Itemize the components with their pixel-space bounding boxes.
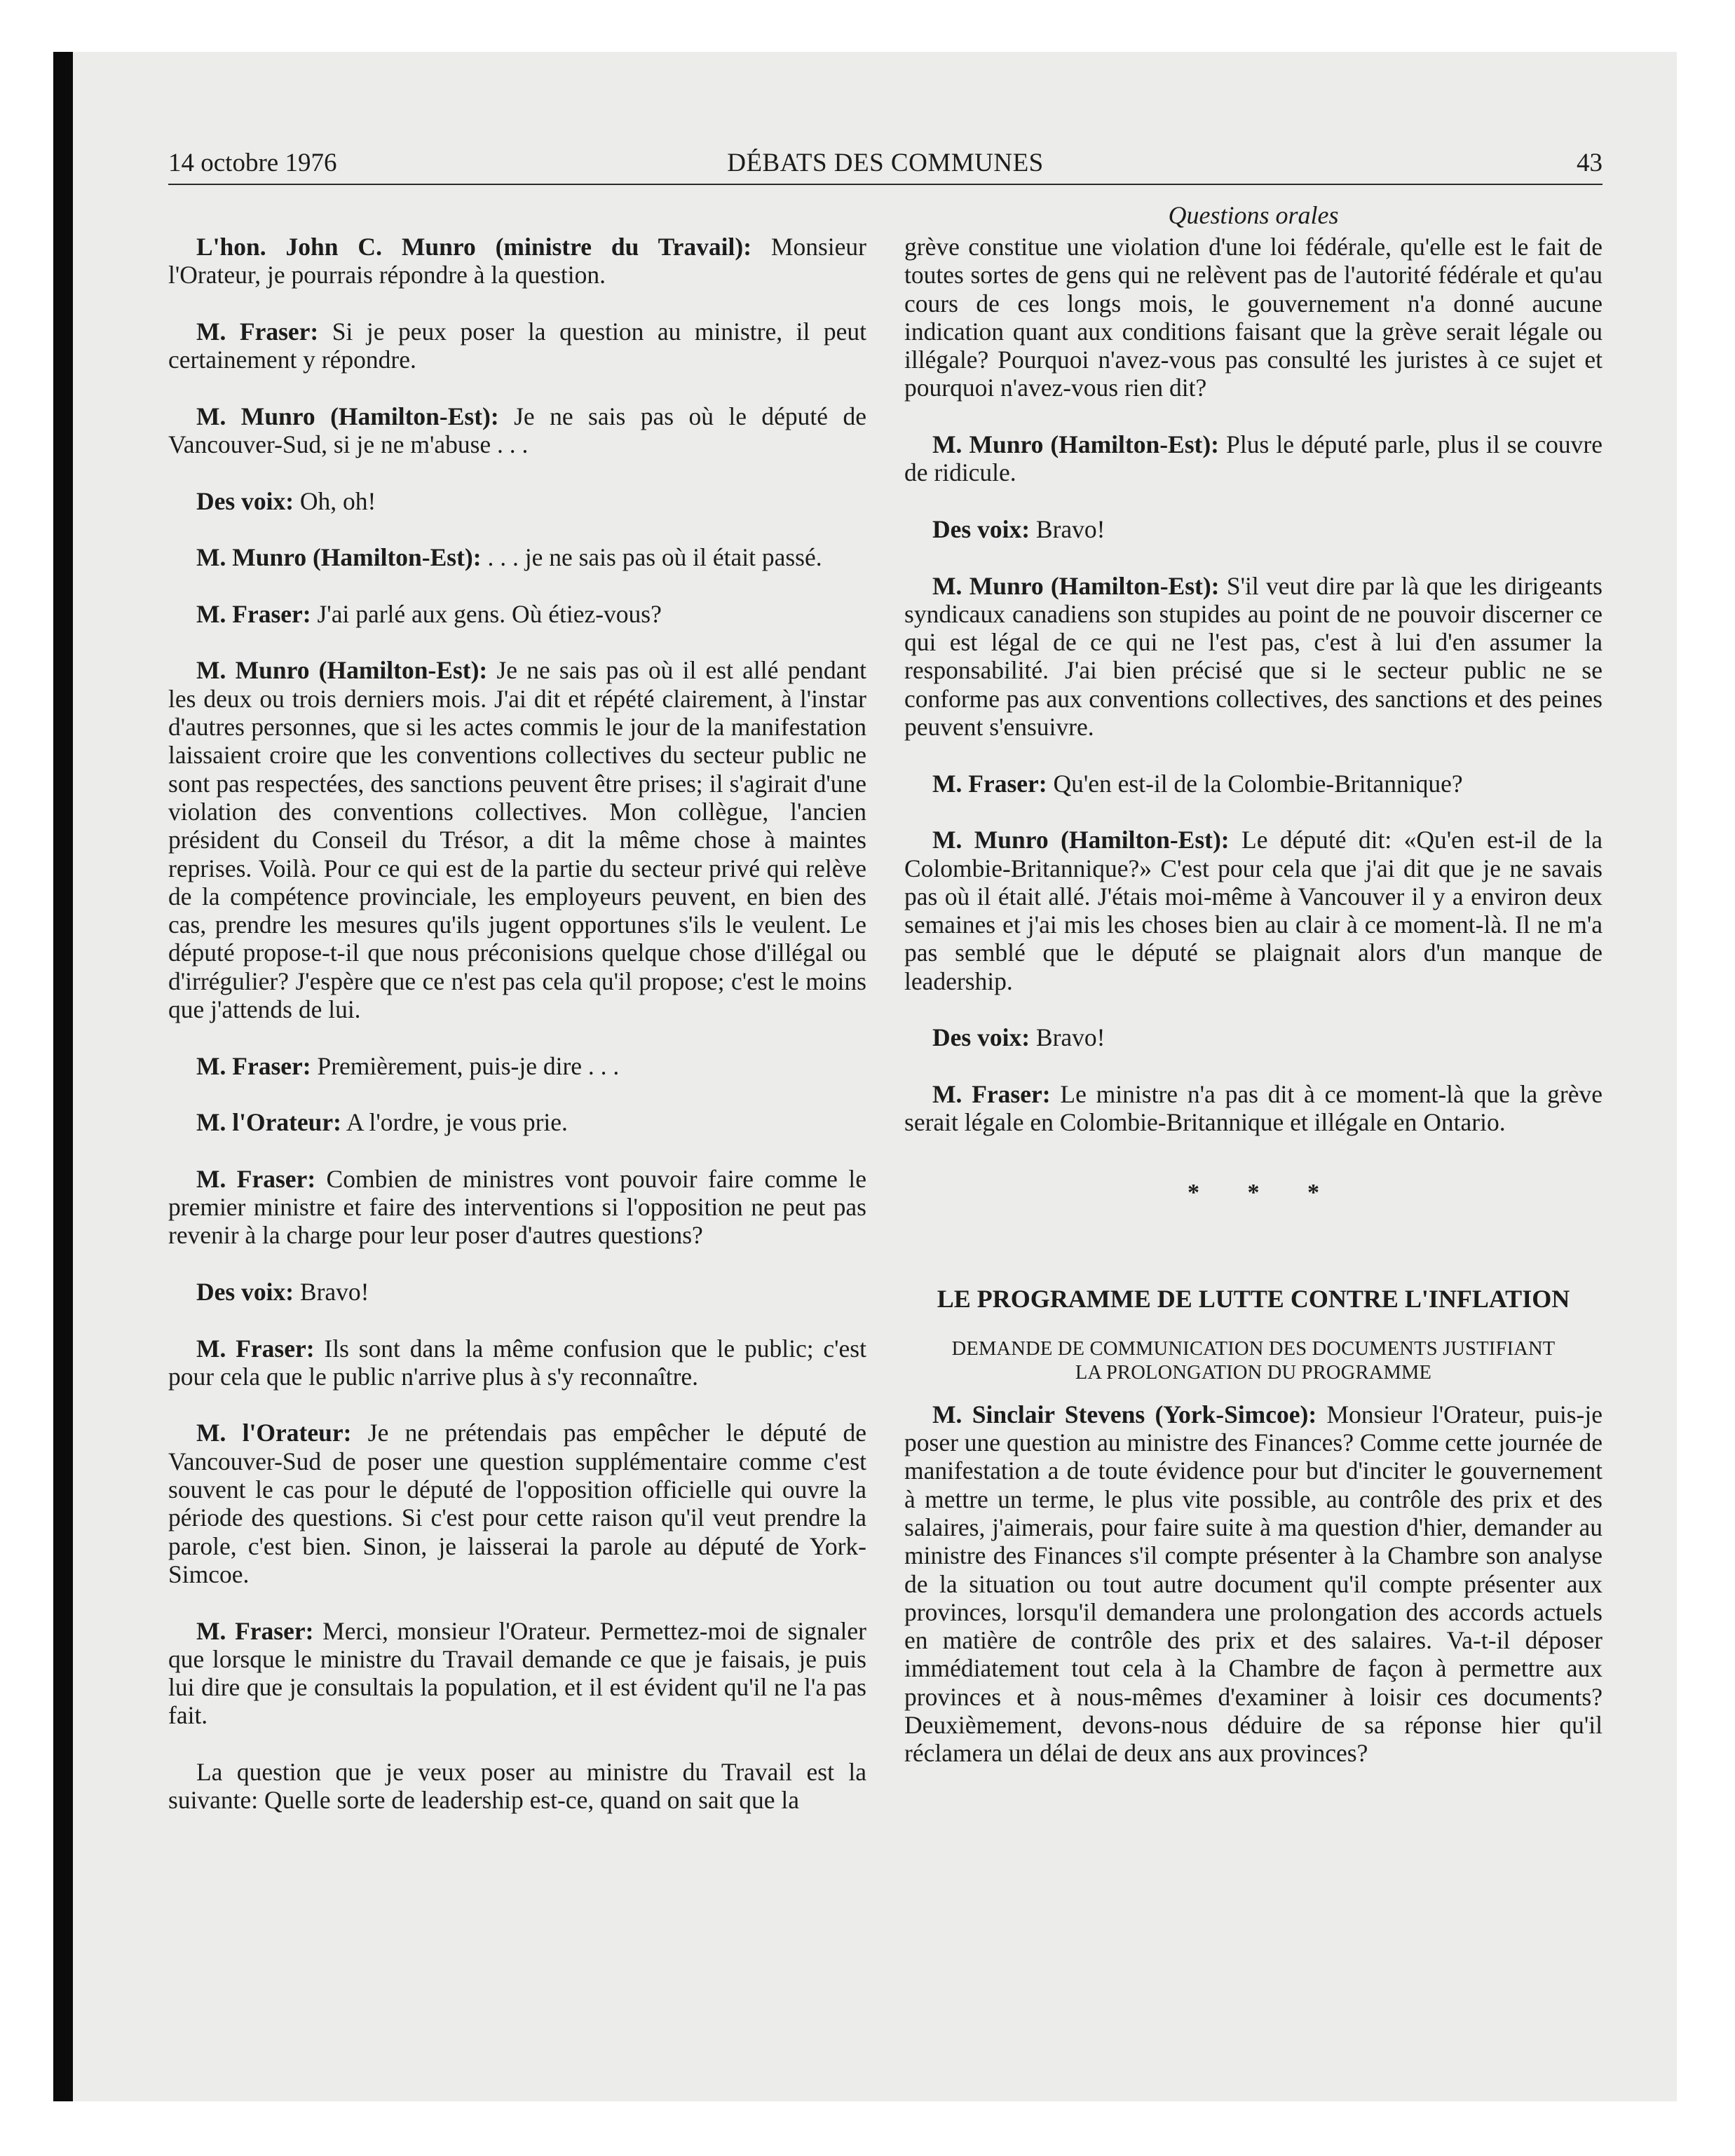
speech-paragraph	[904, 430, 1603, 487]
subtitle-line: LA PROLONGATION DU PROGRAMME	[1075, 1361, 1432, 1384]
running-head: Questions orales	[1168, 201, 1339, 229]
speech-text: Premièrement, puis-je dire . . .	[311, 1051, 620, 1080]
left-column	[168, 233, 866, 1843]
speech-text: Oh, oh!	[294, 486, 376, 515]
speech-paragraph	[904, 826, 1603, 995]
speech-paragraph	[168, 1165, 866, 1250]
speaker: Des voix:	[196, 1277, 294, 1306]
page-number: 43	[1577, 149, 1603, 177]
speech-paragraph	[904, 515, 1603, 543]
speaker: M. Fraser:	[196, 1616, 314, 1645]
speech-paragraph	[168, 543, 866, 571]
speaker: M. Fraser:	[932, 769, 1047, 798]
speech-paragraph	[168, 1108, 866, 1136]
speech-paragraph	[168, 1419, 866, 1588]
speech-text: Le député dit: «Qu'en est-il de la Colombie-Britannique?» C'est pour cela que j'ai dit que je ne savais pas où il était allé. J'étais moi-même à Vancouver il y a environ deux semaines et j'ai mis les choses bien au clair à ce moment-là. Il ne m'a pas semblé que le député se plaignait alors d'un manque de leadership.	[904, 826, 1603, 995]
speech-text: Monsieur l'Orateur, je pourrais répondre à la question.	[168, 233, 866, 289]
speaker: M. Fraser:	[196, 1164, 316, 1193]
speech-paragraph	[904, 1080, 1603, 1137]
speech-paragraph	[904, 1023, 1603, 1051]
speech-paragraph	[904, 1400, 1603, 1768]
speech-text: Monsieur l'Orateur, puis-je poser une question au ministre des Finances? Comme cette journée de manifestation a de toute évidence pour but d'inciter le gouvernement à mettre un terme, le plus vite possible, au contrôle des prix et des salaires, j'aimerais, pour faire suite à ma question d'hier, demander au ministre des Finances s'il compte présenter à la Chambre son analyse de la situation ou tout autre document qu'il compte présenter aux provinces, lorsqu'il demandera une prolongation des accords actuels en matière de contrôle des prix et des salaires. Va-t-il déposer immédiatement tout cela à la Chambre de façon à permettre aux provinces et à nous-mêmes d'examiner à loisir ces documents? Deuxièmement, devons-nous déduire de sa réponse hier qu'il réclamera un délai de deux ans aux provinces?	[904, 1400, 1603, 1768]
speech-text: Je ne prétendais pas empêcher le député de Vancouver-Sud de poser une question supplémentaire comme c'est souvent le cas pour le député de l'opposition officielle qui ouvre la période des questions. Si c'est pour cette raison qu'il veut prendre la parole, c'est bien. Sinon, je laisserai la parole au député de York-Simcoe.	[168, 1419, 866, 1588]
speech-text: Ils sont dans la même confusion que le public; c'est pour cela que le public n'arrive plus à s'y reconnaître.	[168, 1334, 866, 1391]
speech-text: Je ne sais pas où il est allé pendant les deux ou trois derniers mois. J'ai dit et répété clairement, à l'instar d'autres personnes, que si les actes commis le jour de la manifestation laissaient croire que les conventions collectives du secteur public ne sont pas respectées, des sanctions peuvent être prises; il s'agirait d'une violation des conventions collectives. Mon collègue, l'ancien président du Conseil du Trésor, a dit la même chose à maintes reprises. Voilà. Pour ce qui est de la partie du secteur privé qui relève de la compétence provinciale, les employeurs peuvent, en bien des cas, prendre les mesures qu'ils jugent opportunes s'ils le veulent. Le député propose-t-il que nous préconisions quelque chose d'illégal ou d'irrégulier? J'espère que ce n'est pas cela qu'il propose; c'est le moins que j'attends de lui.	[168, 656, 866, 1024]
speech-paragraph	[168, 1758, 866, 1815]
speech-text: Plus le député parle, plus il se couvre de ridicule.	[904, 430, 1603, 487]
speaker: M. l'Orateur:	[196, 1419, 352, 1447]
speech-paragraph	[168, 233, 866, 289]
speech-text: Je ne sais pas où le député de Vancouver-Sud, si je ne m'abuse . . .	[168, 402, 866, 459]
speech-text: J'ai parlé aux gens. Où étiez-vous?	[311, 599, 662, 628]
speaker: M. Munro (Hamilton-Est):	[196, 543, 482, 572]
speech-paragraph	[168, 1617, 866, 1730]
publication-title: DÉBATS DES COMMUNES	[727, 149, 1044, 177]
speaker: M. Munro (Hamilton-Est):	[196, 402, 499, 430]
header-rule	[168, 184, 1603, 185]
speech-paragraph	[168, 402, 866, 459]
speaker: M. Munro (Hamilton-Est):	[196, 656, 488, 685]
speaker: M. Fraser:	[196, 317, 319, 346]
section-separator: * * *	[1188, 1179, 1340, 1206]
speech-paragraph	[168, 1335, 866, 1391]
subtitle-line: DEMANDE DE COMMUNICATION DES DOCUMENTS JUSTIFIANT	[951, 1337, 1556, 1360]
section-title: LE PROGRAMME DE LUTTE CONTRE L'INFLATION	[937, 1284, 1570, 1313]
speaker: M. Fraser:	[196, 599, 311, 628]
speech-text: S'il veut dire par là que les dirigeants syndicaux canadiens son stupides au point de ne pouvoir discerner ce qui est légal de ce qui ne l'est pas, c'est à lui d'en assumer la responsabilité. J'ai bien précisé que si le secteur public ne se conforme pas aux conventions collectives, des sanctions et des peines peuvent s'ensuivre.	[904, 571, 1603, 742]
speaker: M. Fraser:	[196, 1051, 311, 1080]
speech-text: Bravo!	[294, 1277, 369, 1306]
speech-paragraph	[168, 600, 866, 628]
speech-text: Qu'en est-il de la Colombie-Britannique?	[1047, 769, 1463, 798]
speech-text: La question que je veux poser au ministre du Travail est la suivante: Quelle sorte de leadership est-ce, quand on sait que la	[168, 1758, 866, 1815]
scan-binding-edge	[53, 52, 73, 2101]
right-column	[904, 233, 1603, 1796]
speech-text: Bravo!	[1030, 514, 1105, 543]
section-subtitle	[904, 1337, 1603, 1385]
speaker: Des voix:	[932, 1023, 1030, 1052]
speaker: Des voix:	[932, 514, 1030, 543]
speaker: M. Fraser:	[932, 1079, 1051, 1108]
speaker: M. Fraser:	[196, 1334, 315, 1363]
header-date: 14 octobre 1976	[168, 149, 337, 177]
speaker: Des voix:	[196, 486, 294, 515]
speech-text: Combien de ministres vont pouvoir faire comme le premier ministre et faire des interventions si l'opposition ne peut pas revenir à la charge pour leur poser d'autres questions?	[168, 1164, 866, 1250]
speaker: L'hon. John C. Munro (ministre du Travail):	[196, 233, 752, 261]
speaker: M. Munro (Hamilton-Est):	[932, 826, 1230, 854]
speaker: M. l'Orateur:	[196, 1108, 342, 1137]
speech-paragraph	[168, 656, 866, 1023]
speech-text: . . . je ne sais pas où il était passé.	[481, 543, 822, 572]
speech-text: Si je peux poser la question au ministre, il peut certainement y répondre.	[168, 317, 866, 374]
speech-text: Bravo!	[1030, 1023, 1105, 1052]
page-header	[168, 144, 1603, 183]
speech-paragraph	[168, 318, 866, 374]
speech-paragraph	[168, 1278, 866, 1306]
speech-paragraph	[168, 487, 866, 515]
speech-text: A l'ordre, je vous prie.	[341, 1108, 568, 1137]
speech-text: Le ministre n'a pas dit à ce moment-là que la grève serait légale en Colombie-Britannique et illégale en Ontario.	[904, 1079, 1603, 1137]
speech-paragraph	[168, 1052, 866, 1080]
speech-paragraph	[904, 770, 1603, 798]
continued-paragraph: grève constitue une violation d'une loi fédérale, qu'elle est le fait de toutes sortes de gens qui ne relèvent pas de l'autorité fédérale et qu'au cours de ces longs mois, le gouvernement n'a donné aucune indication quant aux conditions faisant que la grève serait légale ou illégale? Pourquoi n'avez-vous pas consulté les juristes à ce sujet et pourquoi n'avez-vous rien dit?	[904, 233, 1603, 402]
speaker: M. Munro (Hamilton-Est):	[932, 430, 1219, 459]
speech-text: Merci, monsieur l'Orateur. Permettez-moi de signaler que lorsque le ministre du Travail demande ce que je faisais, je puis lui dire que je consultais la population, et il est évident qu'il ne l'a pas fait.	[168, 1616, 866, 1730]
speaker: M. Sinclair Stevens (York-Simcoe):	[932, 1400, 1317, 1428]
speech-paragraph	[904, 572, 1603, 742]
speaker: M. Munro (Hamilton-Est):	[932, 571, 1220, 600]
